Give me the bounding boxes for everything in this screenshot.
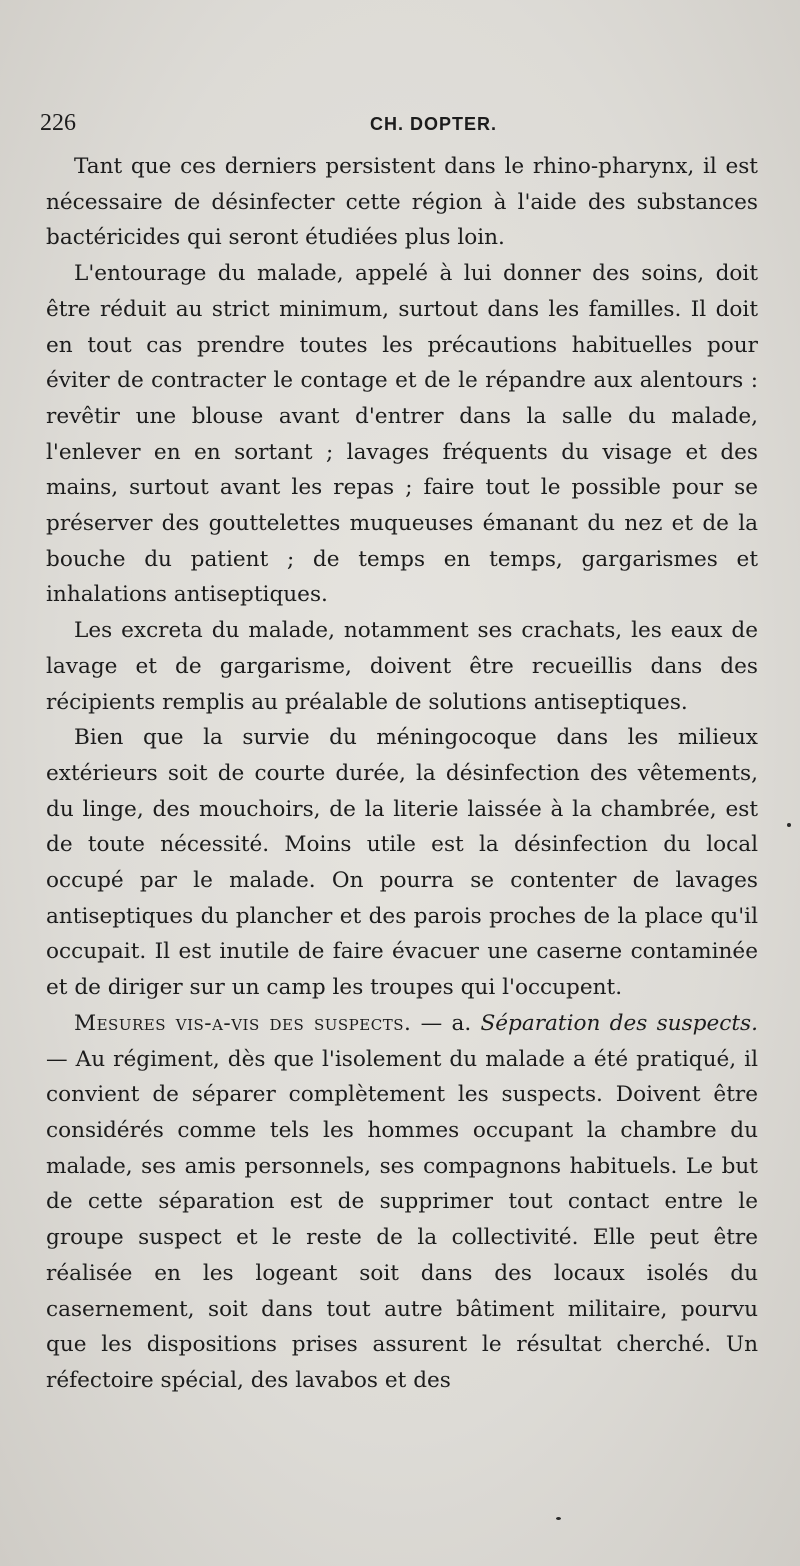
section-heading: Mesures vis-a-vis des suspects. [74, 1010, 412, 1036]
running-head: CH. DOPTER. [370, 114, 498, 134]
ink-speck [787, 823, 791, 827]
page-header [40, 110, 760, 142]
paragraph-1: Tant que ces derniers persistent dans le rhino-pharynx, il est nécessaire de désinfecter cette région à l'aide des substances bactéricides qui seront étudiées plus loin. [46, 154, 758, 251]
paragraph-3: Les excreta du malade, notamment ses crachats, les eaux de lavage et de gargarisme, doivent être recueillis dans des récipients remplis au préalable de solutions antiseptiques. [46, 618, 758, 715]
ink-speck [556, 1517, 561, 1520]
paragraph-5-text: — Au régiment, dès que l'isolement du malade a été pratiqué, il convient de séparer complètement les suspects. Doivent être considérés comme tels les hommes occupant la chambre du malade, ses amis personnels, ses compagnons habituels. Le but de cette séparation est de supprimer tout contact entre le groupe suspect et le reste de la collectivité. Elle peut être réalisée en les logeant soit dans des locaux isolés du casernement, soit dans tout autre bâtiment militaire, pourvu que les dispositions prises assurent le résultat cherché. Un réfectoire spécial, des lavabos et des [46, 1046, 758, 1393]
body-text [46, 149, 758, 1399]
paragraph-5 [46, 1006, 758, 1399]
paragraph-2: L'entourage du malade, appelé à lui donner des soins, doit être réduit au strict minimum, surtout dans les familles. Il doit en tout cas prendre toutes les précautions habituelles pour éviter de contracter le contage et de le répandre aux alentours : revêtir une blouse avant d'entrer dans la salle du malade, l'enlever en en sortant ; lavages fréquents du visage et des mains, surtout avant les repas ; faire tout le possible pour se préserver des gouttelettes muqueuses émanant du nez et de la bouche du patient ; de temps en temps, gargarismes et inhalations antiseptiques. [46, 261, 758, 608]
heading-dash: — a. [411, 1010, 481, 1036]
subsection-heading: Séparation des suspects. [480, 1010, 758, 1036]
page-number: 226 [40, 110, 76, 136]
paragraph-4: Bien que la survie du méningocoque dans les milieux extérieurs soit de courte durée, la désinfection des vêtements, du linge, des mouchoirs, de la literie laissée à la chambrée, est de toute nécessité. Moins utile est la désinfection du local occupé par le malade. On pourra se contenter de lavages antiseptiques du plancher et des parois proches de la place qu'il occupait. Il est inutile de faire évacuer une caserne contaminée et de diriger sur un camp les troupes qui l'occupent. [46, 725, 758, 1001]
